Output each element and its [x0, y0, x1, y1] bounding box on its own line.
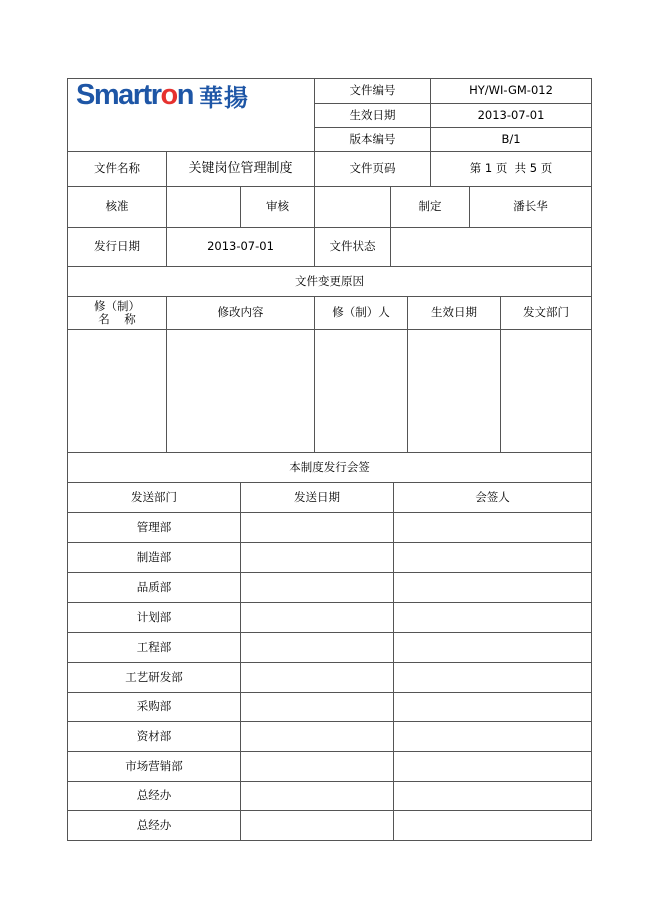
change-header-effective: 生效日期: [431, 305, 477, 320]
effective-date-label: 生效日期: [349, 107, 396, 122]
approve-value: [167, 187, 240, 227]
signoff-dept-row: 总经办: [136, 817, 172, 832]
signoff-header-dept: 发送部门: [131, 489, 177, 504]
signoff-dept-row: 工艺研发部: [125, 669, 183, 684]
signoff-dept-row: 采购部: [136, 699, 172, 714]
signoff-dept-row: 制造部: [136, 549, 172, 564]
doc-name-value: 关键岗位管理制度: [188, 160, 293, 176]
signoff-dept-row: 工程部: [136, 639, 172, 654]
signoff-dept-row: 品质部: [136, 579, 172, 594]
doc-name-label: 文件名称: [94, 161, 140, 176]
version-value: B/1: [501, 131, 521, 146]
change-header-dept: 发文部门: [523, 305, 569, 320]
doc-page-label: 文件页码: [349, 161, 396, 176]
doc-page-value: 第 1 页 共 5 页: [469, 161, 553, 176]
smartron-logo: [76, 80, 249, 110]
change-section-title: 文件变更原因: [295, 273, 364, 288]
status-value: [391, 228, 591, 266]
approve-label: 核准: [105, 199, 129, 214]
effective-date-value: 2013-07-01: [477, 107, 545, 122]
doc-no-label: 文件编号: [349, 83, 396, 98]
signoff-dept-row: 计划部: [136, 609, 172, 624]
signoff-dept-row: 管理部: [136, 519, 172, 534]
change-header-name: 修（制） 名 称: [94, 298, 140, 326]
signoff-header-date: 发送日期: [294, 489, 340, 504]
signoff-header-signer: 会签人: [475, 489, 510, 504]
version-label: 版本编号: [349, 131, 396, 146]
logo-text-cn: 華揚: [198, 83, 249, 112]
signoff-dept-row: 总经办: [136, 788, 172, 803]
logo-text-en: Smartron: [76, 78, 193, 111]
signoff-section-title: 本制度发行会签: [289, 459, 370, 474]
issue-date-label: 发行日期: [94, 239, 140, 254]
review-label: 审核: [266, 199, 289, 214]
draft-label: 制定: [418, 199, 442, 214]
doc-no-value: HY/WI-GM-012: [469, 83, 553, 98]
status-label: 文件状态: [329, 239, 376, 254]
change-header-content: 修改内容: [217, 305, 264, 320]
signoff-dept-row: 资材部: [136, 728, 172, 743]
signoff-dept-row: 市场营销部: [125, 758, 183, 773]
draft-value: 潘长华: [513, 199, 548, 214]
issue-date-value: 2013-07-01: [207, 239, 274, 254]
change-header-author: 修（制）人: [332, 305, 390, 320]
review-value: [315, 187, 390, 227]
